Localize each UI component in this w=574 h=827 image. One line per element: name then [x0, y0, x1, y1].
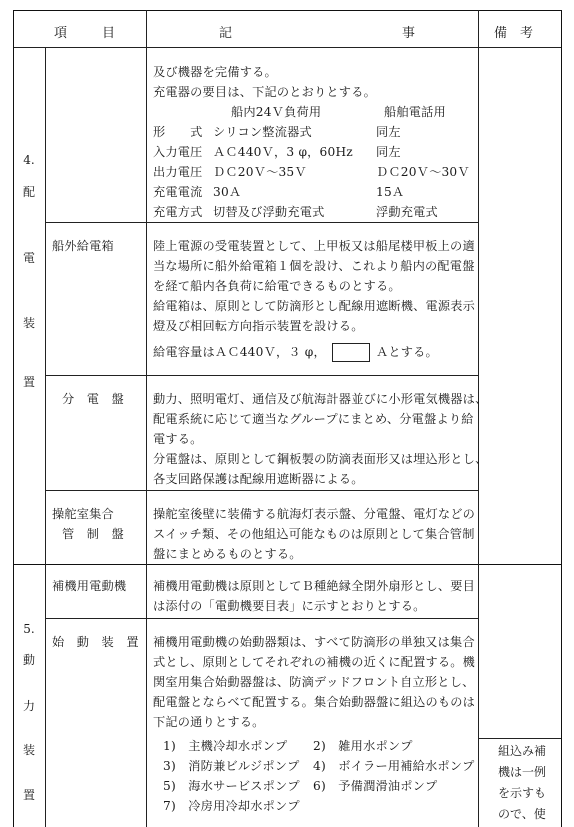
charger-row-value: ＤＣ20Ｖ～30Ｖ — [376, 165, 470, 179]
charger-row-value: 浮動充電式 — [376, 205, 438, 219]
shore-line: 燈及び相回転方向指示装置を設ける。 — [153, 319, 364, 333]
shore-capacity-post: Ａとする。 — [375, 345, 438, 359]
header-item-a: 項 — [54, 26, 68, 41]
remark-line: を示すも — [498, 786, 547, 800]
header-record-b: 事 — [402, 26, 416, 41]
charger-row-value: ＡＣ440Ｖ，3 φ，60Hz — [213, 145, 353, 159]
section5-char: 装 — [22, 743, 35, 757]
rule-item-col — [146, 10, 147, 827]
rule-charger-bottom — [45, 222, 478, 223]
item-wheelhouse-board: 管 制 盤 — [62, 527, 124, 541]
starter-line: 配電盤とならべて配置する。集合始動器盤に組込のものは — [153, 695, 476, 709]
charger-row-value: 切替及び浮動充電式 — [213, 205, 325, 219]
item-aux-motor: 補機用電動機 — [52, 579, 127, 593]
starter-line: 関室用集合始動器盤は、防滴デッドフロント自立形とし、 — [153, 675, 475, 689]
rule-right — [561, 10, 562, 827]
shore-line: 当な場所に船外給電箱１個を設け、これより船内の配電盤 — [153, 259, 475, 273]
rule-remarks-col — [478, 10, 479, 827]
charger-row-value: 同左 — [376, 145, 401, 159]
pump-item: 2) 雑用水ポンプ — [313, 739, 413, 753]
charger-row-value: シリコン整流器式 — [213, 125, 312, 139]
section4-char: 配 — [22, 185, 35, 199]
charger-row-label: 形 式 — [153, 125, 203, 139]
section4-number: 4. — [23, 153, 35, 167]
remark-line: 機は一例 — [498, 765, 547, 779]
dist-line: 各支回路保護は配線用遮断器による。 — [153, 472, 364, 486]
rule-motor-bottom — [45, 618, 478, 619]
wheel-line: 操舵室後壁に装備する航海灯表示盤、分電盤、電灯などの — [153, 507, 476, 521]
charger-col-head: 船内24Ｖ負荷用 — [231, 105, 322, 119]
motor-line: 補機用電動機は原則としてＢ種絶縁全閉外扇形とし、要目 — [153, 579, 476, 593]
dist-line: 分電盤は、原則として鋼板製の防滴表面形又は埋込形とし、 — [153, 452, 488, 466]
charger-row-value: 15Ａ — [376, 185, 405, 199]
section4-char: 電 — [22, 251, 35, 265]
charger-row-label: 充電方式 — [153, 205, 203, 219]
starter-line: 式とし、原則としてそれぞれの補機の近くに配置する。機 — [153, 655, 476, 669]
rule-dist-bottom — [45, 490, 478, 491]
pump-item: 6) 予備潤滑油ポンプ — [313, 779, 438, 793]
item-shore-power-box: 船外給電箱 — [52, 239, 114, 253]
shore-line: を経て船内各負荷に給電できるものとする。 — [153, 279, 401, 293]
wheel-line: 盤にまとめるものとする。 — [153, 547, 302, 561]
item-distribution-board: 分 電 盤 — [62, 392, 124, 406]
capacity-blank-box — [332, 343, 370, 362]
charger-row-value: 同左 — [376, 125, 401, 139]
charger-row-label: 入力電圧 — [153, 145, 203, 159]
remark-line: ので、使 — [498, 807, 546, 821]
section4-char: 置 — [22, 375, 35, 389]
dist-line: 動力、照明電灯、通信及び航海計器並びに小形電気機器は、 — [153, 392, 488, 406]
charger-row-value: ＤＣ20Ｖ～35Ｖ — [213, 165, 307, 179]
header-item-b: 目 — [102, 26, 116, 41]
item-wheelhouse-board: 操舵室集合 — [52, 507, 114, 521]
item-starter: 始 動 装 置 — [52, 635, 139, 649]
shore-capacity-line — [153, 342, 438, 362]
section5-char: 置 — [22, 788, 35, 802]
pump-item: 1) 主機冷却水ポンプ — [163, 739, 288, 753]
remark-line: 組込み補 — [498, 744, 547, 758]
section5-char: 動 — [22, 653, 35, 667]
charger-row-label: 充電電流 — [153, 185, 203, 199]
pump-item: 7) 冷房用冷却水ポンプ — [163, 799, 300, 813]
charger-line: 及び機器を完備する。 — [153, 65, 277, 79]
starter-line: 補機用電動機の始動器類は、すべて防滴形の単独又は集合 — [153, 635, 475, 649]
shore-capacity-pre: 給電容量はＡＣ440Ｖ，３ φ， — [153, 345, 326, 359]
pump-item: 4) ボイラー用補給水ポンプ — [313, 759, 475, 773]
starter-line: 下記の通りとする。 — [153, 715, 265, 729]
section5-number: 5. — [23, 622, 35, 636]
rule-section-col — [45, 47, 46, 827]
dist-line: 電する。 — [153, 432, 203, 446]
pump-item: 5) 海水サービスポンプ — [163, 779, 300, 793]
wheel-line: スイッチ類、その他組込可能なものは原則として集合管制 — [153, 527, 475, 541]
shore-line: 陸上電源の受電装置として、上甲板又は船尾楼甲板上の適 — [153, 239, 475, 253]
section5-char: 力 — [22, 699, 35, 713]
pump-item: 3) 消防兼ビルジポンプ — [163, 759, 300, 773]
charger-line: 充電器の要目は、下記のとおりとする。 — [153, 85, 376, 99]
rule-left — [13, 10, 14, 827]
rule-shore-bottom — [45, 375, 478, 376]
header-record-a: 記 — [219, 26, 233, 41]
charger-col-head: 船舶電話用 — [384, 105, 446, 119]
section4-char: 装 — [22, 316, 35, 330]
rule-note-top — [478, 738, 561, 739]
charger-row-label: 出力電圧 — [153, 165, 203, 179]
dist-line: 配電系統に応じて適当なグループにまとめ、分電盤より給 — [153, 412, 474, 426]
header-remarks: 備 考 — [494, 26, 534, 41]
motor-line: は添付の「電動機要目表」に示すとおりとする。 — [153, 599, 426, 613]
shore-line: 給電箱は、原則として防滴形とし配線用遮断機、電源表示 — [153, 299, 476, 313]
charger-row-value: 30Ａ — [213, 185, 242, 199]
